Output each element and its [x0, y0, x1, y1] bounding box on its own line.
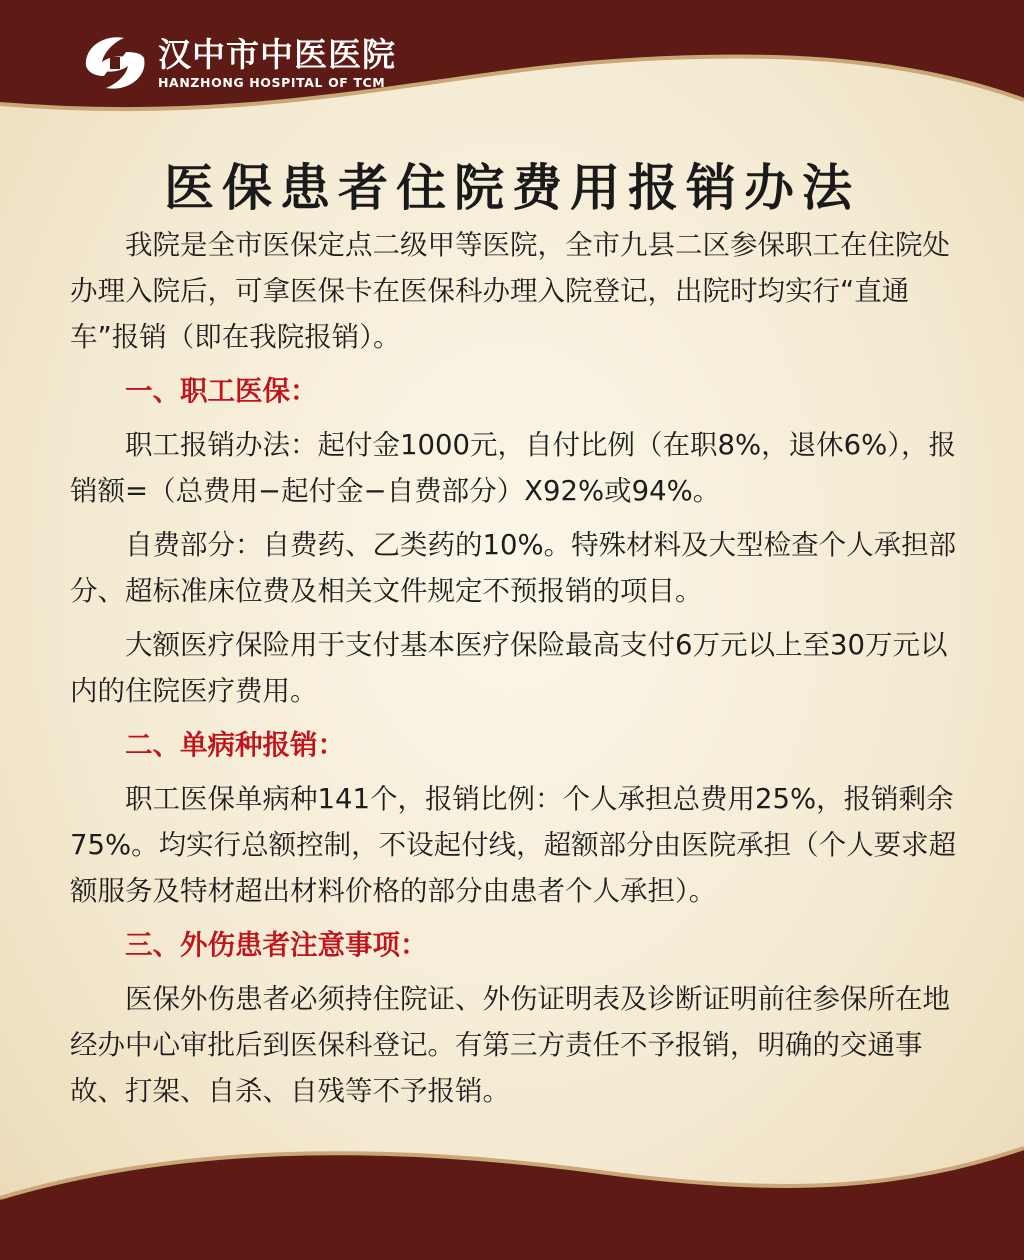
section-heading-single-disease: 二、单病种报销：: [125, 729, 345, 761]
section-paragraph: 医保外伤患者必须持住院证、外伤证明表及诊断证明前往参保所在地经办中心审批后到医保科登记。有第三方责任不予报销，明确的交通事故、打架、自杀、自残等不予报销。: [70, 983, 950, 1107]
hospital-logo: [80, 30, 396, 96]
hospital-name-cn: 汉中市中医医院: [158, 35, 396, 74]
hospital-name-en: HANZHONG HOSPITAL OF TCM: [158, 75, 386, 90]
intro-paragraph: 我院是全市医保定点二级甲等医院，全市九县二区参保职工在住院处办理入院后，可拿医保卡在医保科办理入院登记，出院时均实行“直通车”报销（即在我院报销）。: [70, 229, 950, 353]
logo-text: [158, 35, 396, 91]
section-heading-employee-insurance: 一、职工医保：: [125, 375, 318, 407]
hospital-emblem-icon: [80, 30, 150, 96]
content-body: [70, 222, 960, 1122]
section-paragraph: 职工医保单病种141个，报销比例：个人承担总费用25%，报销剩余75%。均实行总额控制，不设起付线，超额部分由医院承担（个人要求超额服务及特材超出材料价格的部分由患者个人承担）。: [70, 783, 957, 907]
section-paragraph: 自费部分：自费药、乙类药的10%。特殊材料及大型检查个人承担部分、超标准床位费及相关文件规定不预报销的项目。: [70, 529, 957, 607]
section-heading-injury-notes: 三、外伤患者注意事项：: [125, 929, 428, 961]
section-paragraph: 大额医疗保险用于支付基本医疗保险最高支付6万元以上至30万元以内的住院医疗费用。: [70, 629, 948, 707]
bottom-banner: [0, 1120, 1024, 1260]
page-title: 医保患者住院费用报销办法: [164, 158, 860, 217]
section-paragraph: 职工报销办法：起付金1000元，自付比例（在职8%，退休6%），报销额=（总费用−起付金−自费部分）X92%或94%。: [70, 429, 956, 507]
